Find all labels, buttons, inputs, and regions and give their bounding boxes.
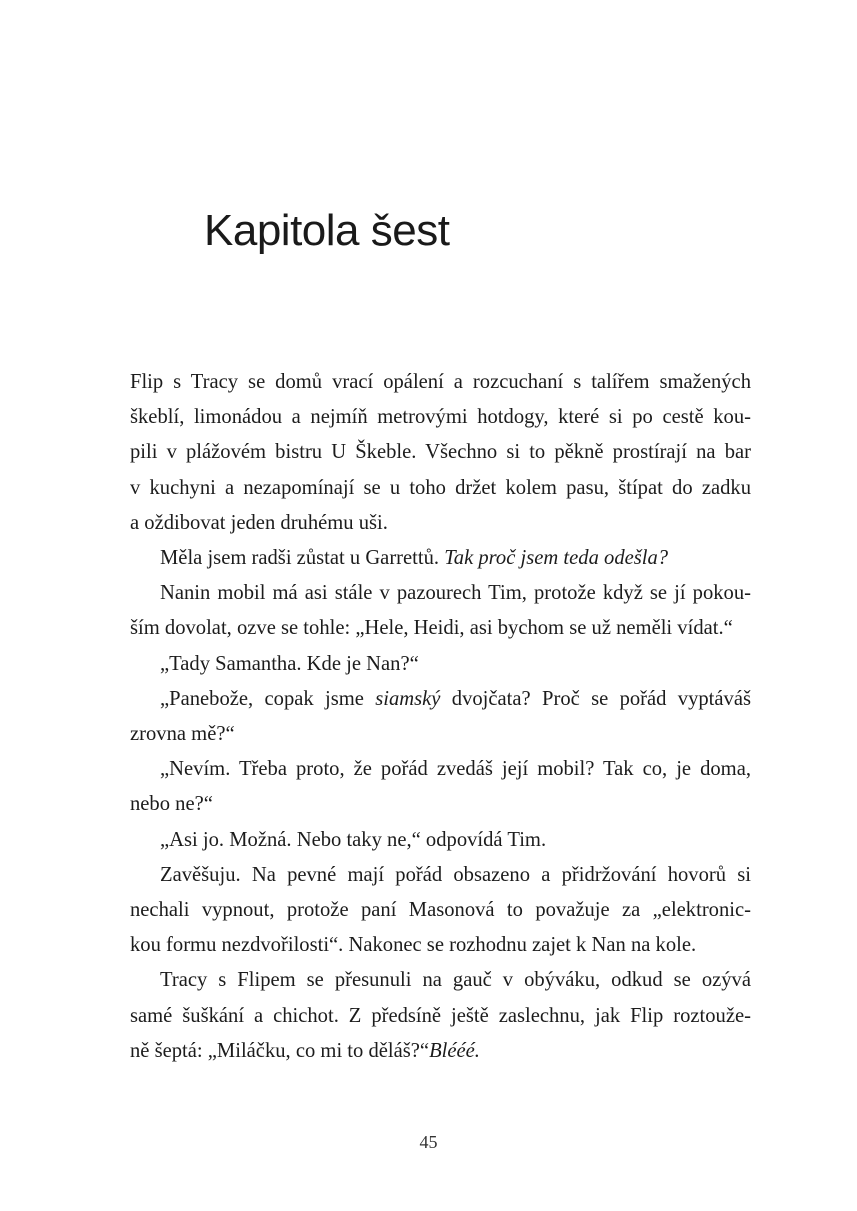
paragraph-2-text: Měla jsem radši zůstat u Garrettů. <box>160 547 445 570</box>
paragraph-8-line-2: nechali vypnout, protože paní Masonová to považuje za „elektronic- <box>130 899 751 922</box>
paragraph-4-line-1: „Tady Samantha. Kde je Nan?“ <box>160 652 419 675</box>
paragraph-5-line-2: zrovna mě?“ <box>130 723 235 746</box>
paragraph-2-line-1 <box>130 541 751 576</box>
paragraph-1-line-2: škeblí, limonádou a nejmíň metrovými hotdogy, které si po cestě kou- <box>130 406 751 429</box>
paragraph-8-line-1: Zavěšuju. Na pevné mají pořád obsazeno a přidržování hovorů si <box>160 863 751 886</box>
paragraph-5-text-a: „Panebože, copak jsme <box>160 687 376 710</box>
paragraph-3-line-2: ším dovolat, ozve se tohle: „Hele, Heidi, asi bychom se už neměli vídat.“ <box>130 617 733 640</box>
paragraph-6-line-1: „Nevím. Třeba proto, že pořád zvedáš její mobil? Tak co, je doma, <box>160 758 751 781</box>
paragraph-1-line-5: a oždibovat jeden druhému uši. <box>130 511 388 534</box>
paragraph-8-line-3: kou formu nezdvořilosti“. Nakonec se rozhodnu zajet k Nan na kole. <box>130 934 697 957</box>
paragraph-5-italic: siamský <box>375 687 441 710</box>
paragraph-5-line-1 <box>130 682 751 717</box>
paragraph-7-line-1: „Asi jo. Možná. Nebo taky ne,“ odpovídá Tim. <box>160 828 547 851</box>
paragraph-9-line-3 <box>130 1034 751 1069</box>
paragraph-2-italic: Tak proč jsem teda odešla? <box>444 547 669 570</box>
paragraph-9-line-2: samé šuškání a chichot. Z předsíně ještě zaslechnu, jak Flip roztouže- <box>130 1004 751 1027</box>
chapter-title: Kapitola šest <box>204 206 450 255</box>
paragraph-1-line-1: Flip s Tracy se domů vrací opálení a rozcuchaní s talířem smažených <box>130 371 751 393</box>
paragraph-9-italic: Blééé. <box>429 1039 480 1062</box>
paragraph-3-line-1: Nanin mobil má asi stále v pazourech Tim, protože když se jí pokou- <box>160 582 751 605</box>
body-text <box>130 365 751 1069</box>
paragraph-1-line-4: v kuchyni a nezapomínají se u toho držet kolem pasu, štípat do zadku <box>130 476 751 499</box>
paragraph-9-line-1: Tracy s Flipem se přesunuli na gauč v obýváku, odkud se ozývá <box>160 969 751 992</box>
paragraph-1-line-3: pili v plážovém bistru U Škeble. Všechno si to pěkně prostírají na bar <box>130 441 751 464</box>
paragraph-6-line-2: nebo ne?“ <box>130 793 213 816</box>
paragraph-9-text: ně šeptá: „Miláčku, co mi to děláš?“ <box>130 1039 430 1062</box>
page-number: 45 <box>419 1132 438 1152</box>
paragraph-5-text-b: dvojčata? Proč se pořád vyptáváš <box>440 687 751 710</box>
